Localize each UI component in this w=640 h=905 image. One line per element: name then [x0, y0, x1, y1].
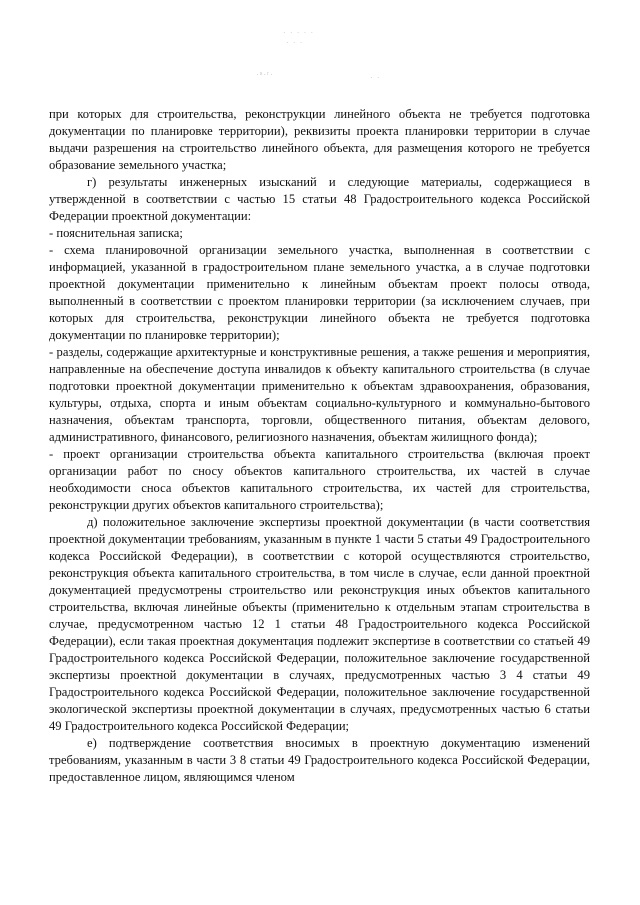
paragraph-continuation: при которых для строительства, реконструкции линейного объекта не требуется подготовка документации по планировке территории), реквизиты проекта планировки территории в случае выдачи разрешения на строительство линейного объекта, для размещения которого не требуется образование земельного участка;	[49, 107, 590, 172]
document-body	[49, 106, 590, 786]
paragraph-item-e: е) подтверждение соответствия вносимых в проектную документацию изменений требованиям, указанным в части 3 8 статьи 49 Градостроительного кодекса Российской Федерации, предоставленное лицом, являющимся членом	[49, 736, 590, 784]
faint-stamp-mark: ·ˢ·ʳ·	[256, 70, 274, 79]
list-item-site-plan: - схема планировочной организации земельного участка, выполненная в соответствии с информацией, указанной в градостроительном плане земельного участка, а в случае подготовки проектной документации применительно к линейным объектам проект полосы отвода, выполненный в соответствии с проектом планировки территории (за исключением случаев, при которых для строительства, реконструкции линейного объекта не требуется подготовка документации по планировке территории);	[49, 243, 590, 342]
list-item-explanatory-note: - пояснительная записка;	[49, 226, 183, 240]
list-item-architectural-sections: - разделы, содержащие архитектурные и конструктивные решения, а также решения и мероприятия, направленные на обеспечение доступа инвалидов к объекту капитального строительства (в случае подготовки проектной документации применительно к объектам здравоохранения, образования, культуры, отдыха, спорта и иным объектам социально-культурного и коммунально-бытового назначения, объектам транспорта, торговли, общественного питания, объектам делового, административного, финансового, религиозного назначения, объектам жилищного фонда);	[49, 345, 590, 444]
list-item-construction-organization: - проект организации строительства объекта капитального строительства (включая проект организации работ по сносу объектов капитального строительства, их частей в случае необходимости сноса объектов капитального строительства, их частей для строительства, реконструкции других объектов капитального строительства);	[49, 447, 590, 512]
paragraph-item-d: д) положительное заключение экспертизы проектной документации (в части соответствия проектной документации требованиям, указанным в пункте 1 части 5 статьи 49 Градостроительного кодекса Российской Федерации), в соответствии с которой осуществляются строительство, реконструкция объекта капитального строительства, в том числе в случае, если данной проектной документацией предусмотрены строительство или реконструкция иных объектов капитального строительства, включая линейные объекты (применительно к отдельным этапам строительства в случае, предусмотренном частью 12 1 статьи 48 Градостроительного кодекса Российской Федерации), если такая проектная документация подлежит экспертизе в соответствии со статьей 49 Градостроительного кодекса Российской Федерации, положительное заключение государственной экспертизы проектной документации в случаях, предусмотренных частью 3 4 статьи 49 Градостроительного кодекса Российской Федерации, положительное заключение государственной экологической экспертизы проектной документации в случаях, предусмотренных частью 6 статьи 49 Градостроительного кодекса Российской Федерации;	[49, 515, 590, 733]
paragraph-item-g: г) результаты инженерных изысканий и следующие материалы, содержащиеся в утвержденной в соответствии с частью 15 статьи 48 Градостроительного кодекса Российской Федерации проектной документации:	[49, 175, 590, 223]
faint-stamp-mark: · ·	[370, 73, 381, 82]
faint-stamp-mark: · · · · ·	[283, 28, 315, 37]
faint-stamp-mark: · · ·	[286, 38, 304, 47]
